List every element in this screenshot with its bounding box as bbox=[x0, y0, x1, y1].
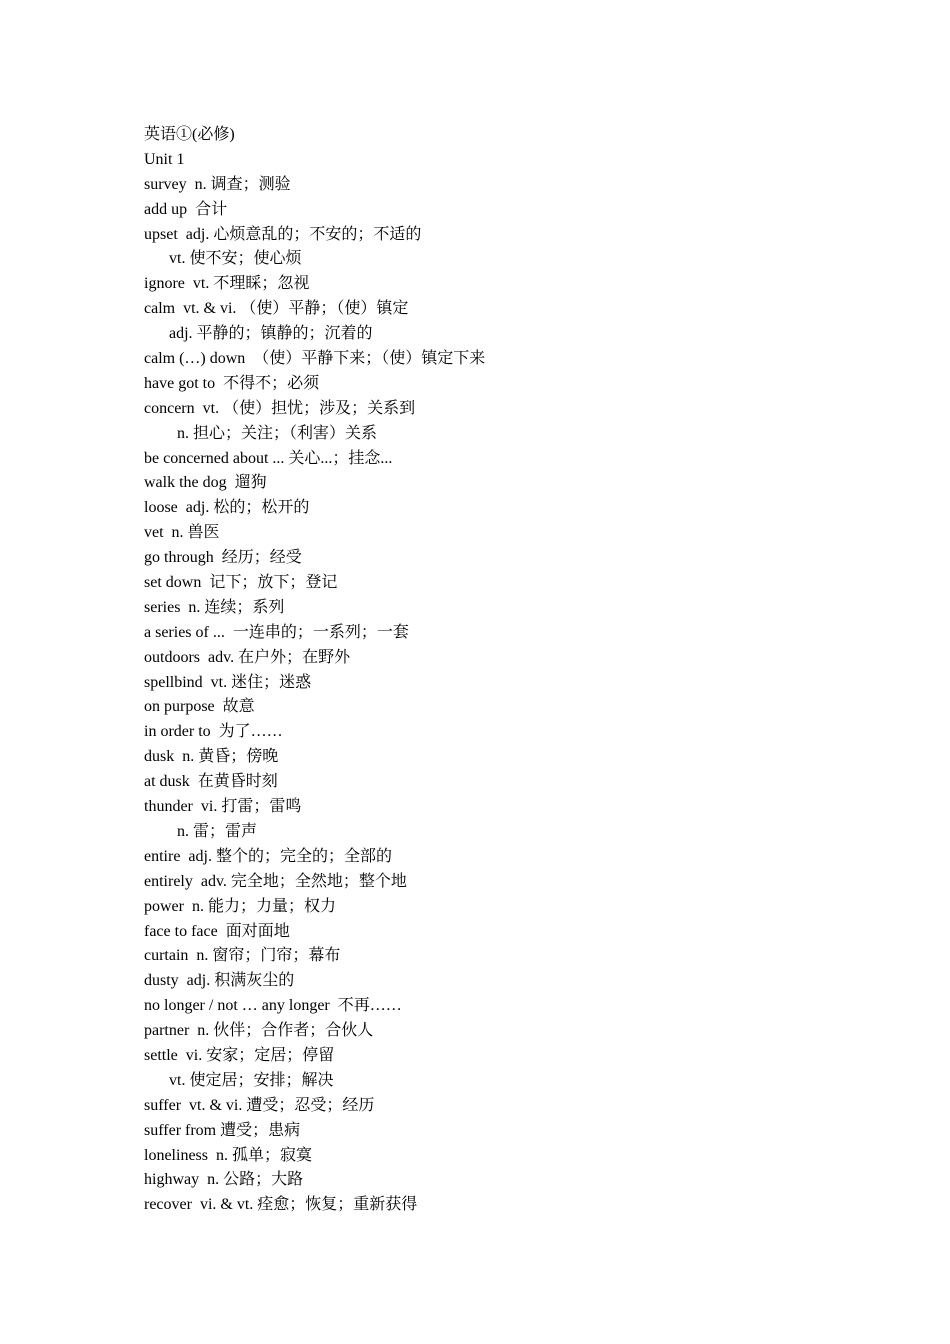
vocabulary-line: outdoors adv. 在户外；在野外 bbox=[144, 648, 351, 666]
vocabulary-line: recover vi. & vt. 痊愈；恢复；重新获得 bbox=[144, 1196, 418, 1214]
vocabulary-line: calm (…) down （使）平静下来；（使）镇定下来 bbox=[144, 350, 486, 368]
vocabulary-line: have got to 不得不；必须 bbox=[144, 374, 320, 392]
vocabulary-line: face to face 面对面地 bbox=[144, 922, 290, 940]
vocabulary-line: suffer vt. & vi. 遭受；忍受；经历 bbox=[144, 1096, 375, 1114]
vocabulary-line: go through 经历；经受 bbox=[144, 549, 302, 567]
vocabulary-line: ignore vt. 不理睬；忽视 bbox=[144, 275, 310, 293]
vocabulary-line: dusk n. 黄昏；傍晚 bbox=[144, 748, 279, 766]
vocabulary-line: thunder vi. 打雷；雷鸣 bbox=[144, 798, 302, 816]
vocabulary-line: loose adj. 松的；松开的 bbox=[144, 499, 310, 517]
vocabulary-line: adj. 平静的；镇静的；沉着的 bbox=[169, 325, 373, 343]
vocabulary-line: add up 合计 bbox=[144, 200, 228, 218]
vocabulary-line: suffer from 遭受；患病 bbox=[144, 1121, 301, 1139]
document-page bbox=[144, 123, 844, 1218]
vocabulary-line: curtain n. 窗帘；门帘；幕布 bbox=[144, 947, 341, 965]
vocabulary-line: highway n. 公路；大路 bbox=[144, 1171, 304, 1189]
vocabulary-line: walk the dog 遛狗 bbox=[144, 474, 267, 492]
vocabulary-line: on purpose 故意 bbox=[144, 698, 255, 716]
vocabulary-line: upset adj. 心烦意乱的；不安的；不适的 bbox=[144, 225, 422, 243]
vocabulary-line: partner n. 伙伴；合作者；合伙人 bbox=[144, 1022, 374, 1040]
vocabulary-line: dusty adj. 积满灰尘的 bbox=[144, 972, 295, 990]
vocabulary-line: concern vt. （使）担忧；涉及；关系到 bbox=[144, 399, 416, 417]
vocabulary-line: entire adj. 整个的；完全的；全部的 bbox=[144, 847, 392, 865]
vocabulary-line: settle vi. 安家；定居；停留 bbox=[144, 1046, 335, 1064]
vocabulary-line: n. 雷；雷声 bbox=[177, 822, 258, 840]
vocabulary-line: at dusk 在黄昏时刻 bbox=[144, 773, 278, 791]
vocabulary-line: n. 担心；关注；（利害）关系 bbox=[177, 424, 378, 442]
vocabulary-line: vet n. 兽医 bbox=[144, 524, 220, 542]
unit-heading: Unit 1 bbox=[144, 150, 185, 168]
vocabulary-line: set down 记下；放下；登记 bbox=[144, 574, 338, 592]
vocabulary-line: in order to 为了…… bbox=[144, 723, 283, 741]
vocabulary-line: be concerned about ... 关心...；挂念... bbox=[144, 449, 393, 467]
vocabulary-line: power n. 能力；力量；权力 bbox=[144, 897, 336, 915]
document-title: 英语①(必修) bbox=[144, 126, 235, 143]
vocabulary-line: vt. 使定居；安排；解决 bbox=[169, 1071, 334, 1089]
vocabulary-line: entirely adv. 完全地；全然地；整个地 bbox=[144, 872, 407, 890]
vocabulary-line: vt. 使不安；使心烦 bbox=[169, 250, 302, 268]
vocabulary-line: spellbind vt. 迷住；迷惑 bbox=[144, 673, 312, 691]
vocabulary-line: loneliness n. 孤单；寂寞 bbox=[144, 1146, 312, 1164]
vocabulary-line: calm vt. & vi. （使）平静；（使）镇定 bbox=[144, 300, 409, 318]
vocabulary-line: no longer / not … any longer 不再…… bbox=[144, 997, 402, 1015]
vocabulary-line: survey n. 调查；测验 bbox=[144, 175, 291, 193]
vocabulary-line: a series of ... 一连串的；一系列；一套 bbox=[144, 623, 409, 641]
vocabulary-line: series n. 连续；系列 bbox=[144, 598, 285, 616]
